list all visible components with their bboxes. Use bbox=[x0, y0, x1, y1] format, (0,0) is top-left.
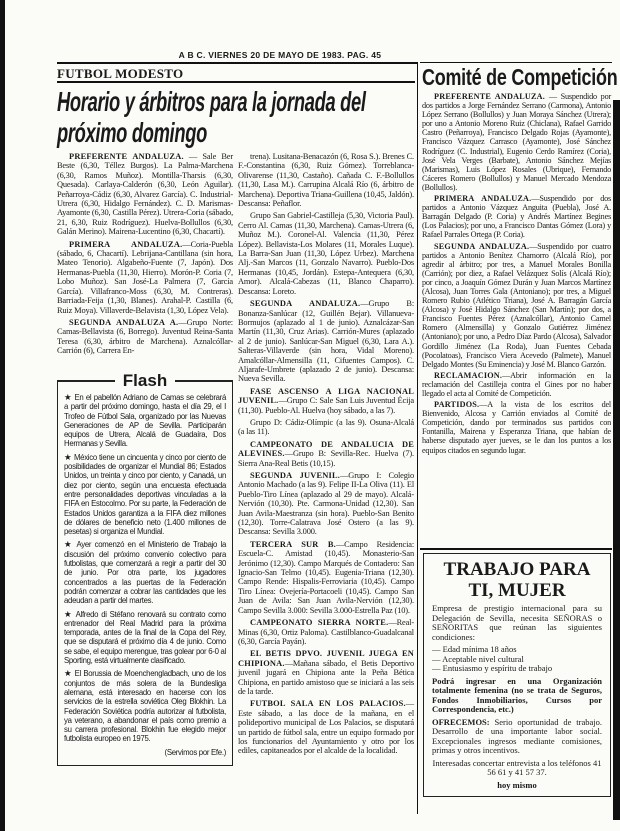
comite-title: Comité de Competición bbox=[422, 64, 618, 90]
column-2 bbox=[238, 152, 414, 759]
paragraph-text: —Este sábado, a las doce de la mañana, en el polideportivo municipal de Los Palacios, se disputará un partido de fútbol sala, entre un equipo formado por los funcionarios del Ayuntamiento y otro por los ediles, capitaneados por el alcalde de la localidad. bbox=[238, 699, 414, 756]
flash-box bbox=[57, 381, 233, 766]
ad-offer bbox=[432, 718, 602, 756]
paragraph-lead: SEGUNDA ANDALUZA. bbox=[434, 241, 530, 251]
paragraph bbox=[422, 194, 611, 239]
paragraph bbox=[57, 240, 233, 315]
paragraph-lead: PARTIDOS. bbox=[434, 400, 480, 410]
paragraph bbox=[422, 400, 611, 455]
star-icon: ★ bbox=[64, 539, 77, 550]
ad-requirements bbox=[432, 645, 602, 674]
page-edge-shadow-right bbox=[613, 100, 620, 820]
flash-item-text: El Borussia de Moenchengladbach, uno de los conjuntos de más solera de la Bundesliga alemana, está interesado en hacerse con los servicios de la estrella soviética Oleg Blokhin. La Federación Soviética podría autorizar al futbolista, ya veterano, a abandonar el país como premio a su carrera profesional. Blokhin fue elegido mejor futbolista europeo en 1975. bbox=[64, 669, 226, 744]
star-icon: ★ bbox=[64, 668, 75, 679]
paragraph bbox=[238, 387, 414, 415]
paragraph-text: —A la vista de los escritos del Bienvenido, Alcosa y Carrión enviados al Comité de Competición, dando por terminados sus partidos con Fontanilla, Mairena y Esperanza Triana, que habían de haberse disputado ayer jueves, se le dan los puntos a los equipos citados en segundo lugar. bbox=[422, 400, 611, 455]
flash-footer: (Servimos por Efe.) bbox=[164, 747, 226, 757]
section-title: FUTBOL MODESTO bbox=[57, 66, 184, 81]
paragraph bbox=[57, 318, 233, 356]
star-icon: ★ bbox=[64, 451, 74, 462]
paragraph-text: —Grupo Norte: Camas-Bellavista (6, Borrego). Juventud Reina-Santa Teresa (6,30, árbitro de Marchena). Aznalcóllar-Carrión (6), Carrera En- bbox=[57, 317, 233, 356]
paragraph bbox=[238, 418, 414, 437]
ad-note: Podrá ingresar en una Organización totalmente femenina (no se trata de Seguros, Fondos Inmobiliarios, Cursos por Correspondencia, etc.) bbox=[432, 675, 602, 714]
paragraph-text: Grupo D: Cádiz-Olímpic (a las 9). Osuna-Alcalá (a las 11). bbox=[238, 417, 414, 437]
paragraph-lead: FASE ASCENSO A LIGA NACIONAL JUVENIL. bbox=[238, 386, 414, 406]
requirement: — Aceptable nivel cultural bbox=[432, 653, 524, 664]
paragraph-lead: TERCERA SUR B. bbox=[250, 539, 336, 549]
paragraph bbox=[238, 440, 414, 468]
flash-item-text: Ayer comenzó en el Ministerio de Trabajo la discusión del próximo convenio colectivo para futbolistas, que comenzará a regir a partir del 30 de junio. Por otra parte, los jugadores concentrados a las puertas de la Federación podrán comenzar a cobrar las cantidades que les adeudan a partir del martes. bbox=[64, 540, 226, 606]
paragraph-lead: RECLAMACION. bbox=[434, 370, 503, 380]
ad-contact: Interesadas concertar entrevista a los teléfonos 41 56 61 y 41 57 37. bbox=[432, 757, 602, 777]
ad-closing: hoy mismo bbox=[497, 779, 537, 790]
paragraph-lead: PREFERENTE ANDALUZA. bbox=[434, 92, 546, 101]
paragraph-text: —Suspendido por cuatro partidos a Antonio Benítez Chamorro (Alcalá Río), por agredir al árbitro; por tres, a Manuel Morales Bonilla (Carrión); por diez, a Rafael Velázquez Solís (Alcalá Río); por cinco, a Joaquín Gómez Durán y Juan Marcos Martínez (Alcosa), Juan Torres Gala (Antoniano); por tres, a Miguel Romero Rubio (Atlético Triana), José A. Barragán García (Alcosa) y José Hidalgo Sánchez (San Martín); por dos, a Francisco Fuentes Pérez (Aznalcóllar), Antonio Camel Romero (Almensilla) y Gonzalo Gutiérrez Jiménez (Antoniano); por uno, a Pedro Díaz Pardo (Alcosa), Salvador Gordillo Jiménez (La Roda), Juan Fuentes Cebada (Pocolatoas), Francisco Viera Acevedo (Palmete), Manuel Delgado Montes (Su Eminencia) y José M. Blanco Garzón. bbox=[422, 241, 611, 369]
paragraph-text: —Mañana sábado, el Betis Deportivo juvenil jugará en Chipiona ante la Peña Bética Chipiona, en partido amistoso que se iniciará a las seis de la tarde. bbox=[238, 658, 414, 696]
paragraph-lead: SEGUNDA JUVENIL. bbox=[250, 471, 341, 480]
ad-intro: Empresa de prestigio internacional para su Delegación de Sevilla, necesita SEÑORAS o SEÑORITAS que reúnan las siguientes condiciones: bbox=[432, 603, 602, 642]
section-rule bbox=[57, 81, 415, 83]
requirement: — Entusiasmo y espíritu de trabajo bbox=[432, 663, 553, 673]
page-header: A B C. VIERNES 20 DE MAYO DE 1983. PAG. 45 bbox=[178, 50, 382, 60]
requirement: — Edad mínima 18 años bbox=[432, 644, 517, 654]
paragraph bbox=[238, 540, 414, 615]
paragraph-text: —Grupo I: Colegio Antonio Machado (a las 9). Felipe II-La Oliva (11). El Pueblo-Tiro Línea (aplazado al 29 de mayo). Alcalá-Nervión (10,30). Pte. Carmona-Unidad (12,30). San Juan Avila-Maestranza (sin hora). Pueblo-San Benito (12,30). Torre-Calatrava José Ostero (a las 9). Descansa: Sevilla 3.000. bbox=[238, 471, 414, 537]
star-icon: ★ bbox=[64, 392, 75, 402]
flash-item bbox=[64, 669, 226, 743]
column-1 bbox=[57, 152, 233, 359]
paragraph bbox=[422, 242, 611, 369]
ad-rule bbox=[420, 548, 612, 550]
paragraph-text: —Coria-Puebla (sábado, 6, Chacartí). Lebrijana-Cantillana (sin hora, Mateo Tenorio). Algabeño-Fuente (7, Japón). Dos Hermanas-Puebla (11,30, Hierro). Morón-P. Coria (7, Lobo Muñoz). San José-La Palmera (7, García García). Villafranco-Moss (6,30, M. Contreras). Barriada-Feija (1,30, Blanes). Arahal-P. Castilla (6, Ruiz Moya). Villaverde-Belavista (1,30, López Vela). bbox=[57, 239, 233, 315]
paragraph bbox=[422, 92, 611, 192]
top-rule-right bbox=[420, 62, 612, 63]
flash-title: Flash bbox=[57, 371, 233, 391]
page-edge-shadow bbox=[0, 0, 5, 831]
flash-item-text: México tiene un cincuenta y cinco por ciento de posibilidades de organizar el Mundial 86; Estados Unidos, un treinta y cinco por ciento, y Canadá, un diez por ciento, según una encuesta efectuada entre personalidades deportivas vinculadas a la FIFA en Estocolmo. Por su parte, la Federación de Estados Unidos garantiza a la FIFA diez millones de dólares de beneficio neto (1.400 millones de pesetas) si organiza el Mundial. bbox=[64, 452, 226, 537]
paragraph-text: trena). Lusitana-Benacazón (6, Rosa S.). Brenes C. F.-Constantina (6,30, Ruiz Gómez). Torreblanca-Olivarense (11,30, Castaño). Cañada C. F.-Bollullos (11,30, Lasa M.). Carrupina Alcalá Río (6, árbitro de Marchena). Deportiva Triana-Guillena (10,45, Jaldón). Descansa: Peñaflor. bbox=[238, 152, 414, 209]
paragraph-text: —Grupo B: Sevilla-Rec. Huelva (7). Sierra Ana-Real Betis (10,15). bbox=[238, 449, 414, 468]
ad-offer-lead: OFRECEMOS: bbox=[432, 716, 490, 727]
paragraph-text: —Grupo B: Bonanza-Sanlúcar (12, Guillén Bejar). Villanueva-Bormujos (aplazado al 1 de junio). Aznalcázar-San Martín (11,30, Cruz Arias). Carrión-Mures (aplazado al 2 de junio). Sanlúcar-San Miguel (6,30, Lara A.). Salteras-Villaverde (sin hora, Vidal Moreno). Amalcóllar-Almensilla (11, Cifuentes Campos). C. Aljarafe-Umbrete (aplazado 2 de junio). Descansa: Nueva Sevilla. bbox=[238, 299, 415, 384]
paragraph bbox=[238, 471, 414, 537]
paragraph-text: Grupo San Gabriel-Castilleja (5,30, Victoria Paul). Cerro Al. Camas (11,30, Marchena). Camas-Utrera (6, Muñoz M.). Coronel-Al. Valencia (11,30, Pérez López). Bellavista-Los Molares (11, Morales Luque). La Barra-San Juan (11,30, López Urbez). Marchena Alj.-San Marcos (11, Gonzalo Navarro). Pueblo-Dos Hermanas (10,45, Jordán). Estepa-Antequera (6,30, Amor). Alcalá-Cabezas (11, Blanco Chaparro). Descansa: Loreto. bbox=[238, 211, 414, 296]
ad-offer-text: Serio oportunidad de trabajo. Desarrollo de una importante labor social. Excepcionales ingresos mediante comisiones, primas y otros incentivos. bbox=[432, 716, 602, 755]
column-divider bbox=[417, 62, 418, 814]
paragraph-lead: CAMPEONATO SIERRA NORTE. bbox=[250, 618, 389, 628]
paragraph-text: — Suspendido por dos partidos a Jorge Fernández Serrano (Carmona), Antonio López Serrano (Bollullos) y Juan Moraya Sánchez (Utrera); por uno a Antonio Moreno Ruiz (Chiclana), Rafael Garrido Castro (Peñarroya), Francisco Delgado Rojas (Ayamonte), Francisco Vázquez Carrasco (Ayamonte), José Sánchez Rodríguez (C. Industrial), Eugenio Cerdo Ramírez (Coria), José Vela Verges (Barbate), Antonio Sánchez Mejías (Marismas), Luis López Rosales (Ubrique), Fernando Cáceres Romero (Bollullos) y Manuel Mercado Mendoza (Bollullos). bbox=[422, 92, 611, 192]
paragraph bbox=[57, 152, 233, 237]
paragraph-text: —Campo Residencia: Escuela-C. Amistad (10,45). Monasterio-San Jerónimo (12,30). Campo Marqués de Contadero: San Ignacio-San Telmo (10,45). Eugenia-Triana (12,30). Campo Rende: Hispalis-Ferroviaria (10,45). Campo Tiro Línea: Ovejería-Portacoeli (10,45). Campo San Juan de Avila: San Juan Avila-Nervión (12,30). Campo Sevilla 3.000: Sevilla 3.000-Estrella Paz (10). bbox=[238, 539, 414, 615]
paragraph-lead: PRIMERA ANDALUZA. bbox=[434, 194, 532, 204]
paragraph bbox=[238, 618, 414, 646]
paragraph-text: —Suspendido por dos partidos a Antonio Vázquez Anguita (Puebla), José A. Barragán Delgado (P. Coria) y Andrés Martínez Begines (Los Palacios); por uno, a Francisco Dantas Gómez (Lora) y Rafael Parrales Ortega (P. Coria). bbox=[422, 194, 611, 240]
paragraph-lead: PRIMERA ANDALUZA. bbox=[69, 239, 183, 249]
paragraph bbox=[238, 699, 414, 755]
paragraph-text: —Abrir información en la reclamación del Castilleja contra el Gines por no haber llegado el acta al Comité de Competición. bbox=[422, 370, 611, 398]
paragraph-lead: CAMPEONATO DE ANDALUCIA DE ALEVINES. bbox=[238, 439, 414, 459]
flash-item bbox=[64, 453, 226, 537]
paragraph bbox=[238, 211, 414, 296]
paragraph-lead: SEGUNDA ANDALUZA. bbox=[250, 299, 361, 309]
headline: Horario y árbitros para la jornada del próximo domingo bbox=[57, 86, 366, 148]
paragraph bbox=[238, 299, 414, 384]
top-rule bbox=[57, 62, 417, 64]
paragraph bbox=[422, 371, 611, 398]
paragraph-lead: PREFERENTE ANDALUZA. bbox=[69, 152, 184, 161]
paragraph bbox=[238, 152, 414, 208]
paragraph-lead: SEGUNDA ANDALUZA A. bbox=[69, 317, 179, 327]
paragraph-text: —Grupo C: Sale San Luis Juventud Écija (11,30). Pueblo-Al. Huelva (hoy sábado, a las 7). bbox=[238, 396, 414, 415]
flash-item bbox=[64, 540, 226, 605]
ad-title: TRABAJO PARA TI, MUJER bbox=[443, 559, 591, 601]
star-icon: ★ bbox=[64, 608, 76, 619]
flash-item-text: Alfredo di Stéfano renovará su contrato como entrenador del Real Madrid para la próxima temporada, antes de la final de la Copa del Rey, que se disputará el próximo día 4 de junio. Como se sabe, el equipo merengue, tras golear por 6-0 al Sporting, está virtualmente clasificado. bbox=[64, 609, 226, 666]
paragraph-text: —Real-Minas (6,30, Ortiz Paloma). Castilblanco-Guadalcanal (6,30, García Payán). bbox=[238, 618, 414, 646]
flash-item bbox=[64, 610, 226, 666]
flash-item bbox=[64, 393, 226, 449]
paragraph-text: — Sale Ber Beste (6,30, Téllez Burgos). La Palma-Marchena (6,30, Ramos Muñoz). Montilla-Tharsis (6,30, Quesada). Carlaya-Calderón (6,30, León Aguilar). Peñarroya-Cádiz (6,30, Alvarez García). C. Industrial-Utrera (6,30, Hidalgo Fernández). C. D. Marismas-Ayamonte (6,30, Castilla Pérez). Utrera-Coria (sábado, 21, 6,30, Ruiz Rodríguez). Huelva-Bollullos (6,30, Galán Merino). Mairena-Lucentino (6,30, Chacartí). bbox=[57, 152, 234, 237]
paragraph bbox=[238, 649, 414, 696]
comite-column bbox=[422, 92, 611, 457]
paragraph-lead: EL BETIS DPVO. JUVENIL JUEGA EN CHIPIONA. bbox=[238, 649, 414, 668]
job-advert bbox=[423, 553, 611, 797]
paragraph-lead: FUTBOL SALA EN LOS PALACIOS. bbox=[250, 699, 406, 709]
flash-item-text: En el pabellón Adriano de Camas se celebrará a partir del próximo domingo, hasta el día 29, el I Trofeo de Fútbol Sala, organizado por las Nuevas Generaciones de AP de Sevilla. Participarán equipos de Utrera, Alcalá de Guadaíra, Dos Hermanas y Sevilla. bbox=[64, 393, 226, 449]
